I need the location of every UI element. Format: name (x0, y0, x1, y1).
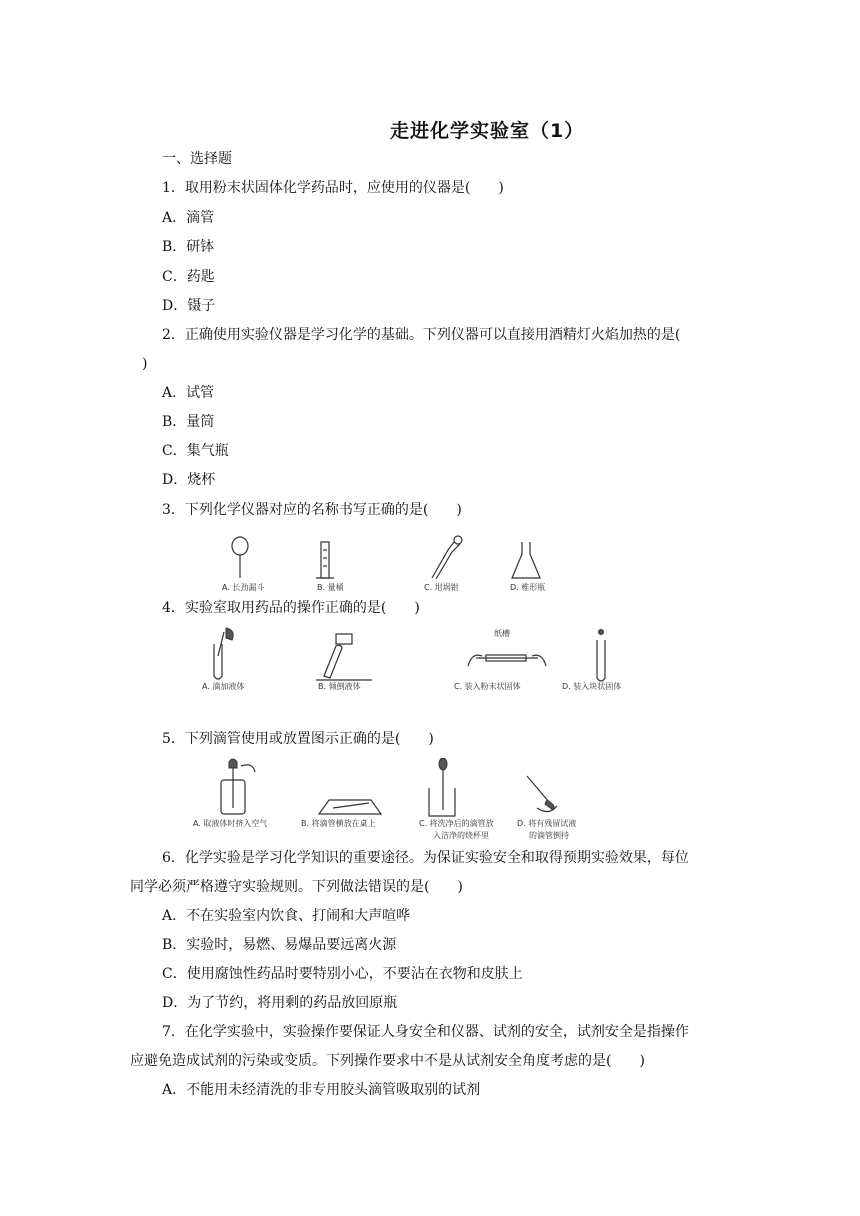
q5-caption-d-line2: 的滴管倒持 (529, 831, 569, 840)
dropper-on-table-drawing (319, 800, 381, 814)
q3-caption-c: C. 坩埚钳 (424, 583, 459, 592)
crucible-tongs-drawing (432, 536, 462, 579)
q3-caption-b: B. 量桶 (317, 583, 344, 592)
q4-operation-figure (196, 626, 682, 696)
question-1-stem: 1．取用粉末状固体化学药品时，应使用的仪器是( ) (162, 180, 504, 196)
q1-option-c: C．药匙 (162, 269, 215, 285)
question-4-stem: 4．实验室取用药品的操作正确的是( ) (162, 600, 420, 616)
q4-caption-b: B. 倾倒液体 (318, 682, 361, 691)
question-5-stem: 5．下列滴管使用或放置图示正确的是( ) (162, 731, 434, 747)
q1-option-d: D．镊子 (162, 298, 216, 314)
q2-option-c: C．集气瓶 (162, 443, 229, 459)
q3-caption-d: D. 椎形瓶 (510, 583, 546, 592)
question-7-stem: 7．在化学实验中，实验操作要保证人身安全和仪器、试剂的安全，试剂安全是指操作 (162, 1024, 689, 1040)
bottle-with-dropper-drawing (221, 759, 255, 814)
q6-option-d: D．为了节约，将用剩的药品放回原瓶 (162, 995, 398, 1011)
paper-trough-label: 纸槽 (494, 629, 510, 638)
question-2-stem: 2．正确使用实验仪器是学习化学的基础。下列仪器可以直接用酒精灯火焰加热的是( (162, 327, 681, 343)
question-6-stem: 6．化学实验是学习化学知识的重要途径。为保证实验安全和取得预期实验效果，每位 (162, 850, 689, 866)
dropper-in-beaker-drawing (429, 758, 455, 816)
q1-option-a: A．滴管 (162, 210, 215, 226)
q6-option-c: C．使用腐蚀性药品时要特别小心，不要沾在衣物和皮肤上 (162, 966, 523, 982)
q5-caption-d-line1: D. 将有残留试液 (517, 819, 577, 828)
q5-caption-b: B. 将滴管横放在桌上 (301, 819, 376, 828)
pouring-liquid-drawing (316, 634, 372, 680)
q5-dropper-figure (193, 758, 597, 846)
q7-option-a: A．不能用未经清洗的非专用胶头滴管吸取别的试剂 (162, 1082, 481, 1098)
graduated-cylinder-drawing (316, 542, 334, 578)
question-7-stem-cont: 应避免造成试剂的污染或变质。下列操作要求中不是从试剂安全角度考虑的是( ) (130, 1053, 645, 1069)
q6-option-b: B．实验时，易燃、易爆品要远离火源 (162, 937, 397, 953)
loading-block-solid-drawing (597, 630, 605, 682)
q5-caption-c-line2: 入洁净的烧杯里 (433, 831, 489, 840)
q4-caption-c: C. 装入粉末状固体 (454, 682, 521, 691)
page-title: 走进化学实验室（1） (390, 120, 585, 142)
question-6-stem-cont: 同学必须严格遵守实验规则。下列做法错误的是( ) (130, 879, 463, 895)
q6-option-a: A．不在实验室内饮食、打闹和大声喧哗 (162, 908, 411, 924)
q4-caption-d: D. 装入块状固体 (562, 682, 622, 691)
q2-option-b: B．量筒 (162, 414, 215, 430)
conical-flask-drawing (512, 542, 540, 578)
q5-caption-c-line1: C. 将洗净后的滴管放 (419, 819, 494, 828)
q3-caption-a: A. 长劲漏斗 (222, 583, 265, 592)
q4-caption-a: A. 滴加液体 (202, 682, 245, 691)
question-2-stem-cont: ) (142, 356, 148, 372)
long-neck-funnel-drawing (232, 537, 248, 578)
q2-option-a: A．试管 (162, 385, 215, 401)
inverted-dropper-drawing (527, 776, 557, 812)
question-3-stem: 3．下列化学仪器对应的名称书写正确的是( ) (162, 502, 462, 518)
q1-option-b: B．研钵 (162, 239, 215, 255)
dropping-liquid-drawing (214, 628, 233, 679)
q2-option-d: D．烧杯 (162, 472, 216, 488)
loading-powder-drawing (468, 628, 546, 666)
q5-caption-a: A. 取液体时挤入空气 (193, 819, 268, 828)
section-heading: 一、选择题 (162, 151, 232, 167)
q3-instrument-figure (210, 532, 570, 594)
